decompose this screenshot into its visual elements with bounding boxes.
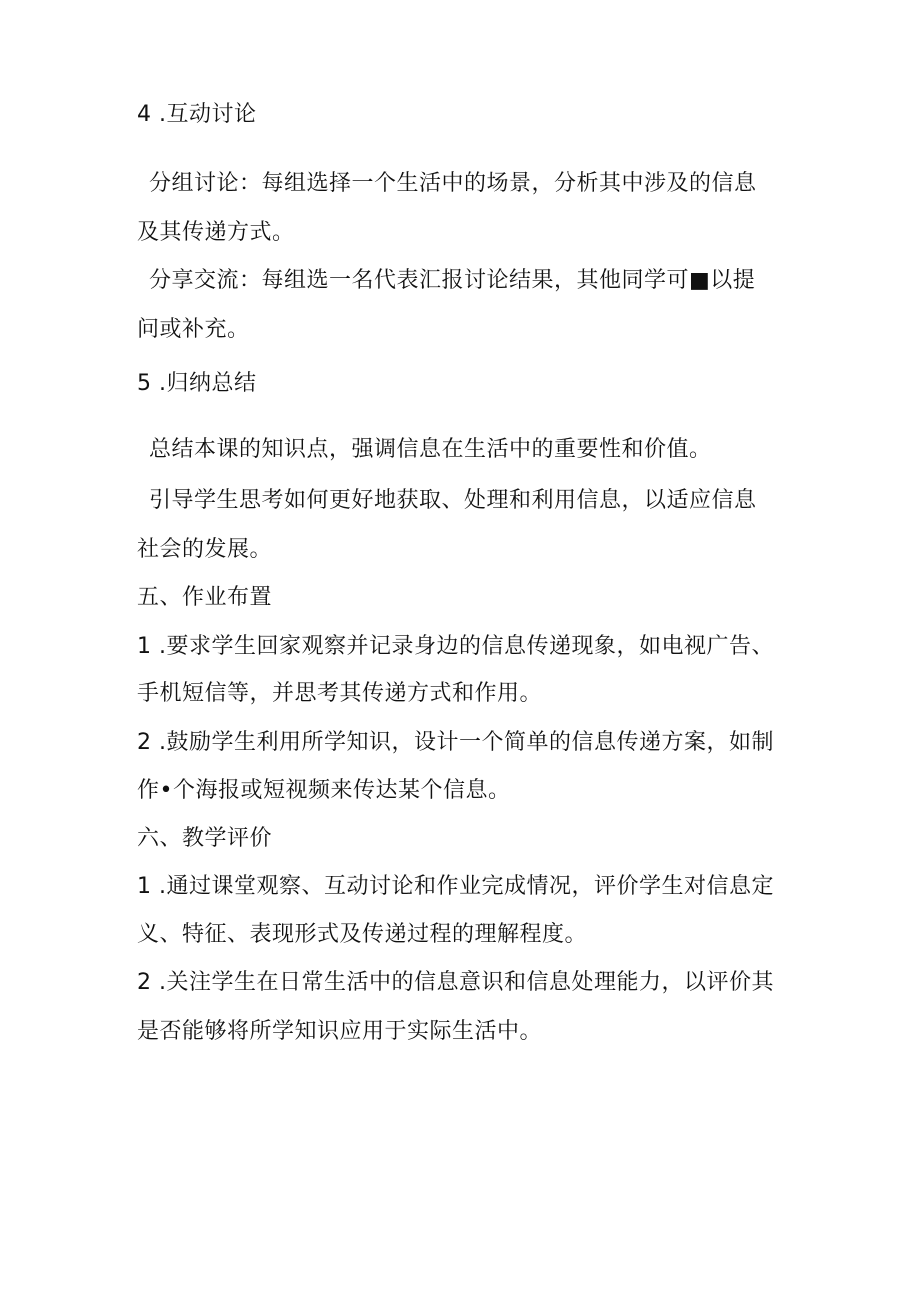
paragraph-line: 2 .关注学生在日常生活中的信息意识和信息处理能力，以评价其	[137, 970, 774, 995]
section-heading-interactive-discussion: 4 .互动讨论	[137, 102, 257, 127]
paragraph-line: 作•个海报或短视频来传达某个信息。	[137, 778, 511, 803]
paragraph-line: 及其传递方式。	[137, 220, 295, 245]
paragraph-line: 2 .鼓励学生利用所学知识，设计一个简单的信息传递方案，如制	[137, 730, 774, 755]
paragraph-line: 问或补充。	[137, 317, 250, 342]
paragraph-line: 1 .要求学生回家观察并记录身边的信息传递现象，如电视广告、	[137, 634, 774, 659]
paragraph-line: 1 .通过课堂观察、互动讨论和作业完成情况，评价学生对信息定	[137, 874, 774, 899]
paragraph-line: 分享交流：每组选一名代表汇报讨论结果，其他同学可■以提	[149, 268, 756, 293]
section-heading-summary: 5 .归纳总结	[137, 371, 257, 396]
paragraph-line: 社会的发展。	[137, 537, 273, 562]
section-heading-homework: 五、作业布置	[137, 585, 273, 610]
paragraph-line: 总结本课的知识点，强调信息在生活中的重要性和价值。	[149, 437, 712, 462]
paragraph-line: 义、特征、表现形式及传递过程的理解程度。	[137, 922, 588, 947]
section-heading-evaluation: 六、教学评价	[137, 826, 273, 851]
paragraph-line: 是否能够将所学知识应用于实际生活中。	[137, 1019, 543, 1044]
paragraph-line: 手机短信等，并思考其传递方式和作用。	[137, 681, 543, 706]
paragraph-line: 分组讨论：每组选择一个生活中的场景，分析其中涉及的信息	[149, 171, 757, 196]
paragraph-line: 引导学生思考如何更好地获取、处理和利用信息，以适应信息	[149, 488, 757, 513]
